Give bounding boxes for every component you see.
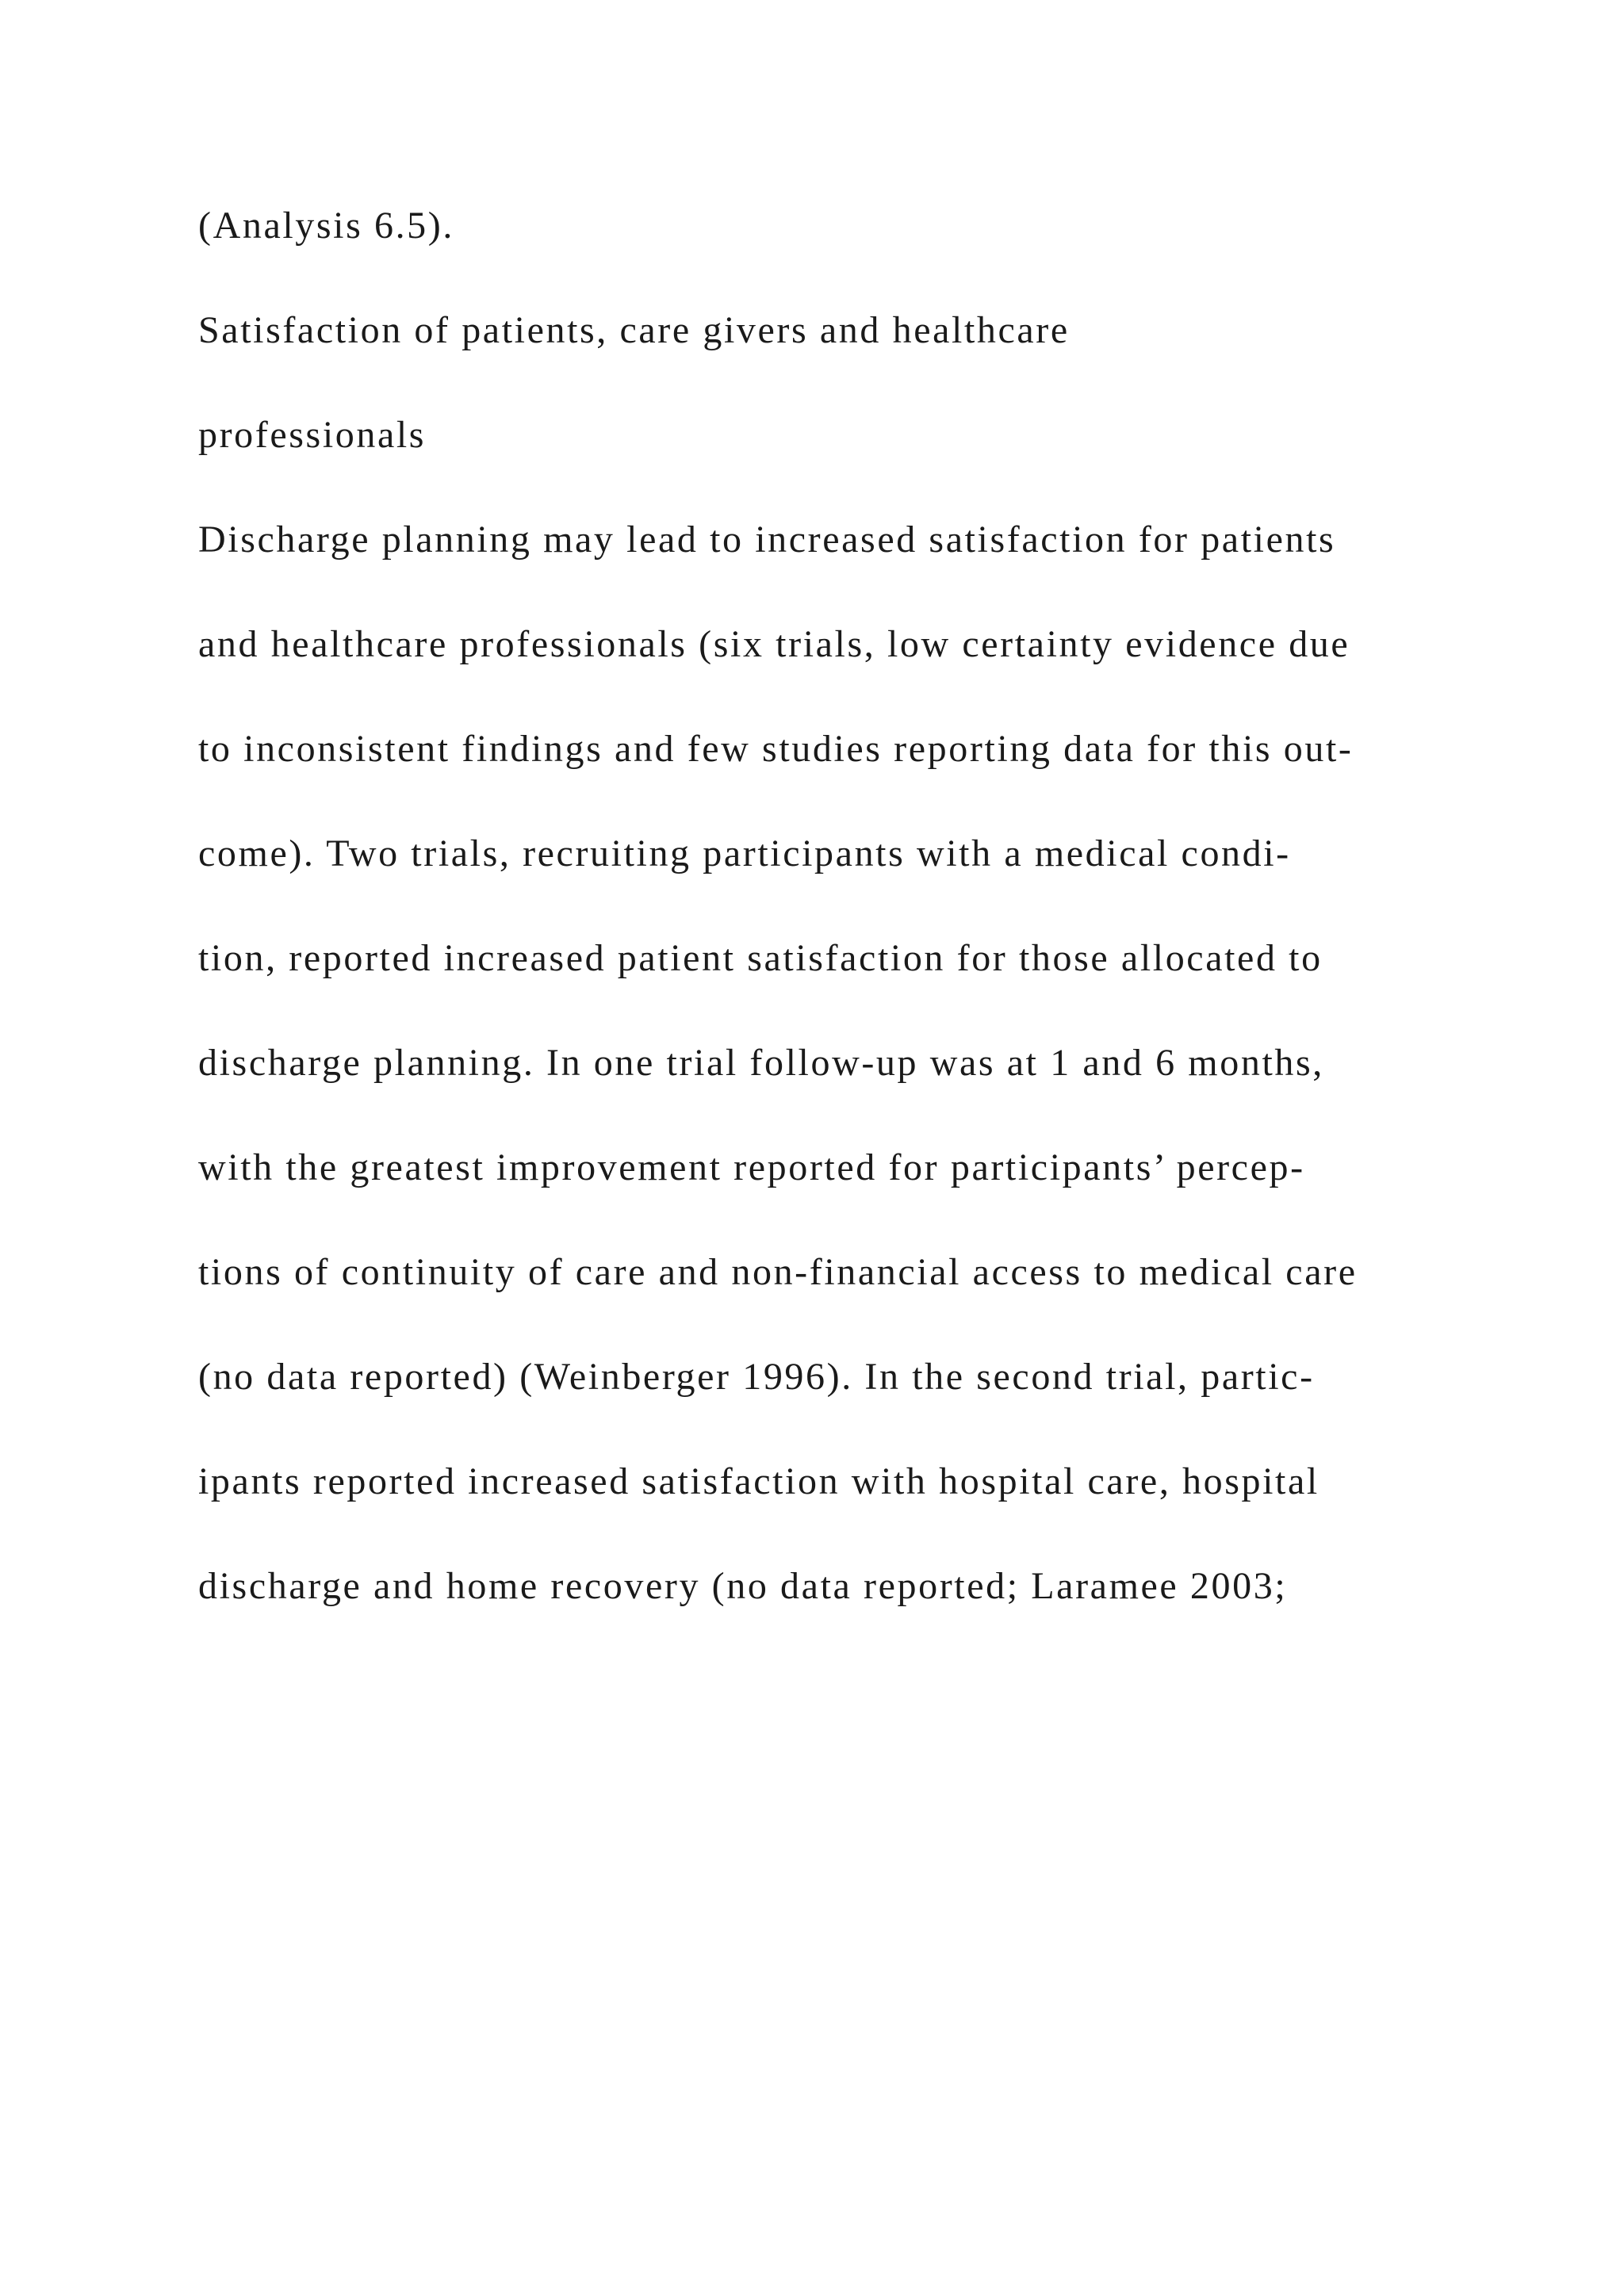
paragraph-line: come). Two trials, recruiting participants with a medical condi- [198, 832, 1291, 874]
paragraph-line: discharge planning. In one trial follow-up was at 1 and 6 months, [198, 1042, 1324, 1084]
paragraph-line: with the greatest improvement reported for participants’ percep- [198, 1146, 1305, 1188]
paragraph-line: tions of continuity of care and non-financial access to medical care [198, 1251, 1358, 1293]
body-text [198, 200, 1451, 1613]
paragraph-analysis-ref: (Analysis 6.5). [198, 205, 454, 247]
paragraph-line: ipants reported increased satisfaction with hospital care, hospital [198, 1460, 1320, 1502]
paragraph-line: Discharge planning may lead to increased satisfaction for patients [198, 519, 1336, 561]
paragraph-line: to inconsistent findings and few studies reporting data for this out- [198, 728, 1354, 770]
paragraph-line: (no data reported) (Weinberger 1996). In the second trial, partic- [198, 1356, 1315, 1398]
paragraph-line: discharge and home recovery (no data reported; Laramee 2003; [198, 1565, 1288, 1607]
paragraph-heading-line-1: Satisfaction of patients, care givers and healthcare [198, 309, 1070, 351]
paragraph-line: tion, reported increased patient satisfaction for those allocated to [198, 937, 1323, 979]
paragraph-heading-line-2: professionals [198, 414, 427, 456]
paragraph-line: and healthcare professionals (six trials, low certainty evidence due [198, 623, 1350, 665]
